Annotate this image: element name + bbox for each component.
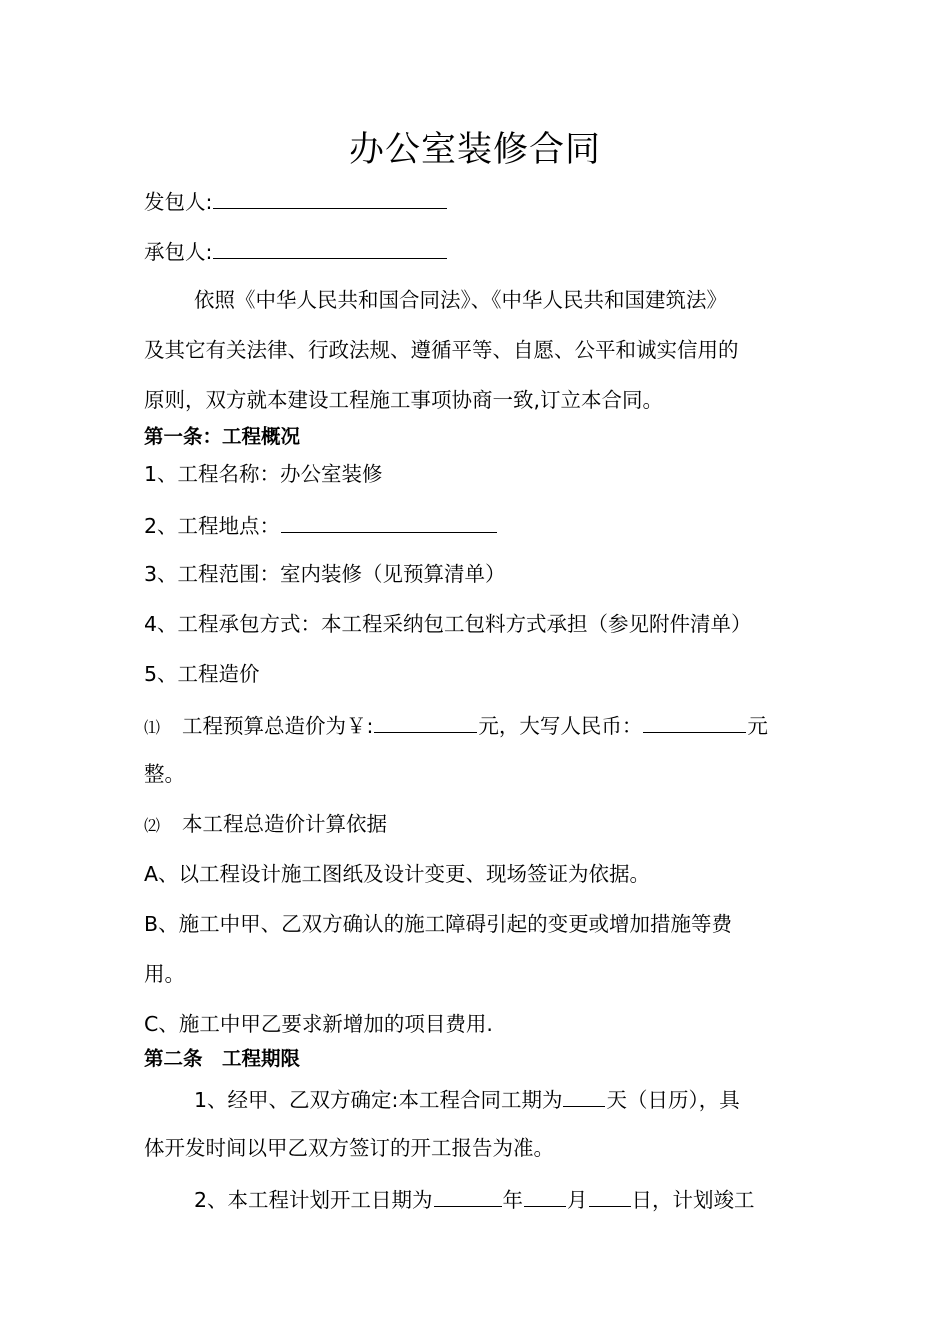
start-day-blank[interactable] [589, 1184, 631, 1207]
contractor-line [144, 236, 448, 266]
price-figure-blank[interactable] [374, 710, 477, 733]
article1-item4: 4、工程承包方式：本工程采纳包工包料方式承担（参见附件清单） [144, 612, 752, 636]
price-label: 工程预算总造价为￥: [182, 714, 374, 738]
location-label: 2、工程地点： [144, 514, 281, 538]
article1-item3: 3、工程范围：室内装修（见预算清单） [144, 562, 506, 586]
start-date-label: 2、本工程计划开工日期为 [194, 1188, 433, 1212]
basis-b-line2: 用。 [144, 962, 185, 986]
contractor-label: 承包人: [144, 240, 213, 264]
intro-line-2: 及其它有关法律、行政法规、遵循平等、自愿、公平和诚实信用的 [144, 338, 739, 362]
year-label: 年 [502, 1188, 524, 1212]
start-month-blank[interactable] [524, 1184, 566, 1207]
location-blank[interactable] [281, 510, 497, 533]
basis-a: A、以工程设计施工图纸及设计变更、现场签证为依据。 [144, 862, 651, 886]
document-title: 办公室装修合同 [348, 130, 601, 170]
basis-line [144, 810, 387, 840]
term-line-1 [194, 1084, 740, 1114]
price-words-blank[interactable] [643, 710, 746, 733]
term-unit: 天（日历），具 [606, 1088, 740, 1112]
intro-line-3: 原则，双方就本建设工程施工事项协商一致,订立本合同。 [144, 388, 664, 412]
term-label: 1、经甲、乙双方确定:本工程合同工期为 [194, 1088, 563, 1112]
term-line-2: 体开发时间以甲乙双方签订的开工报告为准。 [144, 1136, 554, 1160]
price-line-cont: 整。 [144, 762, 185, 786]
schedule-line [194, 1184, 755, 1214]
day-label: 日，计划竣工 [631, 1188, 755, 1212]
price-words-label: 元，大写人民币： [478, 714, 643, 738]
employer-label: 发包人: [144, 190, 213, 214]
basis-label: 本工程总造价计算依据 [182, 812, 388, 836]
article1-item2 [144, 510, 498, 540]
price-unit: 元 [747, 714, 768, 738]
start-year-blank[interactable] [434, 1184, 502, 1207]
price-sub-number: ⑴ [144, 718, 161, 737]
basis-b-line1: B、施工中甲、乙双方确认的施工障碍引起的变更或增加措施等费 [144, 912, 733, 936]
contractor-blank[interactable] [213, 236, 447, 259]
article1-item1: 1、工程名称：办公室装修 [144, 462, 383, 486]
month-label: 月 [567, 1188, 588, 1212]
employer-blank[interactable] [213, 186, 447, 209]
intro-line-1: 依照《中华人民共和国合同法》、《中华人民共和国建筑法》 [194, 288, 727, 312]
article2-heading: 第二条 工程期限 [144, 1047, 301, 1070]
article1-item5: 5、工程造价 [144, 662, 260, 686]
price-line [144, 710, 768, 742]
article1-heading: 第一条：工程概况 [144, 425, 301, 448]
basis-sub-number: ⑵ [144, 816, 161, 835]
basis-c: C、施工中甲乙要求新增加的项目费用. [144, 1012, 493, 1036]
employer-line [144, 186, 448, 216]
duration-days-blank[interactable] [563, 1084, 605, 1107]
